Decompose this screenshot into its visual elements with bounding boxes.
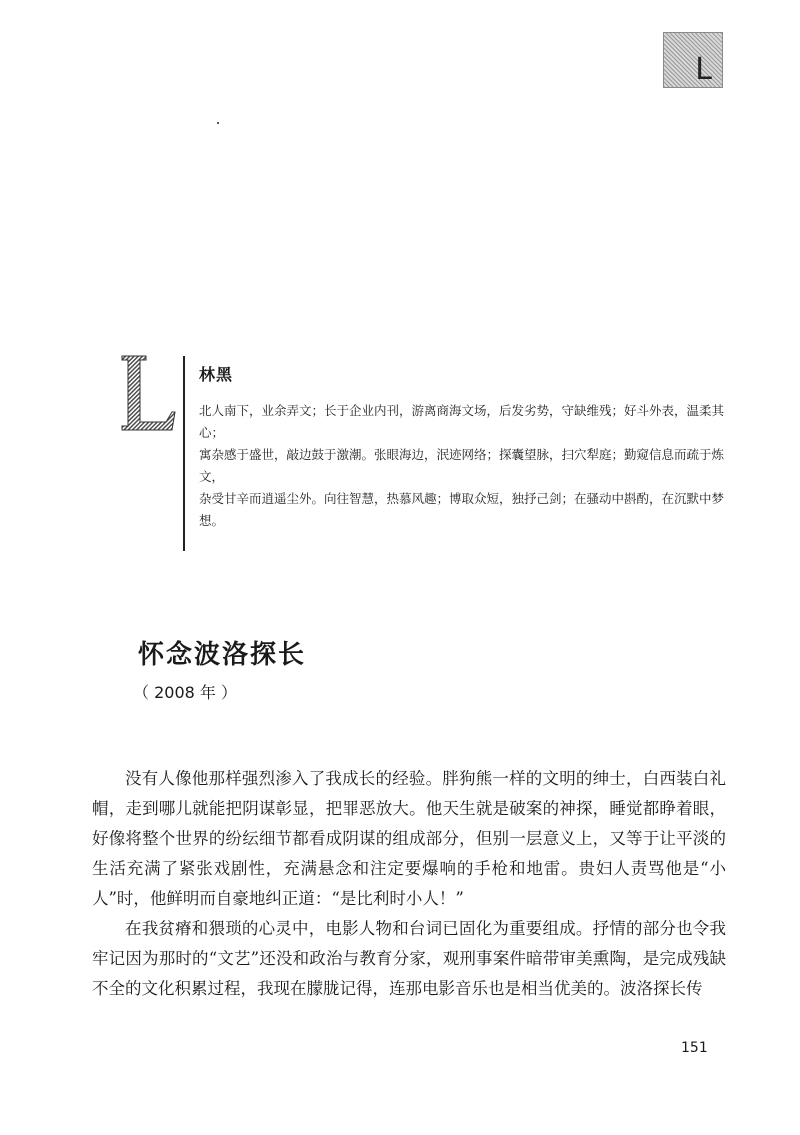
author-divider [183, 356, 185, 551]
article-title: 怀念波洛探长 [138, 640, 307, 670]
chapter-tab [663, 32, 723, 88]
article-body [92, 764, 726, 1004]
body-paragraph: 没有人像他那样强烈渗入了我成长的经验。胖狗熊一样的文明的绅士，白西装白礼帽，走到哪儿就能把阴谋彰显，把罪恶放大。他天生就是破案的神探，睡觉都睁着眼，好像将整个世界的纷纭细节都看成阴谋的组成部分，但别一层意义上，又等于让平淡的生活充满了紧张戏剧性，充满悬念和注定要爆响的手枪和地雷。贵妇人责骂他是“小人”时，他鲜明而自豪地纠正道：“是比利时小人！” [92, 769, 726, 908]
body-paragraph: 在我贫瘠和猥琐的心灵中，电影人物和台词已固化为重要组成。抒情的部分也令我牢记因为那时的“文艺”还没和政治与教育分家，观刑事案件暗带审美熏陶，是完成残缺不全的文化积累过程，我现在朦胧记得，连那电影音乐也是相当优美的。波洛探长传 [92, 919, 726, 998]
author-name: 林黑 [199, 365, 234, 384]
bio-line: 杂受甘辛而逍遥尘外。向往智慧，热慕风趣；博取众短，独抒己剑；在骚动中斟酌，在沉默中梦想。 [199, 491, 725, 528]
decorative-initial-l [116, 352, 178, 434]
decorative-initial-letter: L [116, 352, 117, 353]
article-year: （ 2008 年 ） [133, 683, 237, 702]
print-speck [217, 122, 219, 124]
author-bio [199, 400, 729, 532]
bio-line: 寓杂感于盛世，敲边鼓于激潮。张眼海边，泯迹网络；探囊望脉，扫穴犁庭；勤窥信息而疏于炼文， [199, 447, 725, 484]
chapter-tab-letter: L [695, 52, 712, 87]
bio-line: 北人南下，业余弄文；长于企业内刊，游离商海文场，后发劣势，守缺维残；好斗外表，温柔其心； [199, 403, 725, 440]
page-number: 151 [681, 1040, 708, 1056]
